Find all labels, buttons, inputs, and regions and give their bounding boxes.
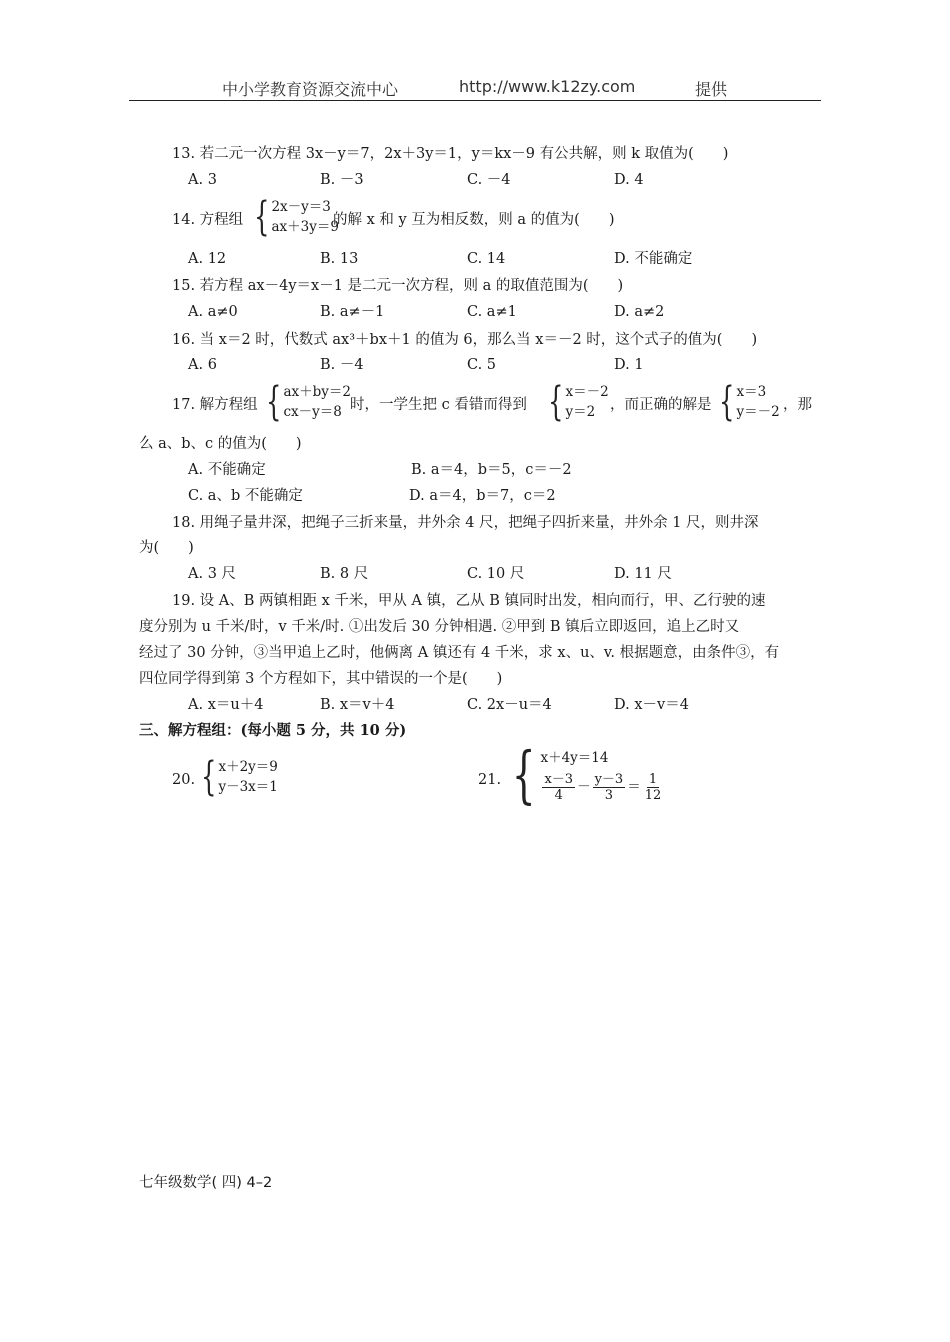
question-17-continuation: 么 a、b、c 的值为( ): [139, 436, 302, 452]
question-13-stem: 13. 若二元一次方程 3x－y＝7，2x＋3y＝1，y＝kx－9 有公共解，则 k 取值为( ): [172, 146, 729, 162]
page-header: [129, 76, 821, 101]
q14-eq1: 2x－y＝3: [271, 199, 331, 215]
brace-icon: {: [201, 754, 217, 800]
q13-option-d: D. 4: [614, 172, 644, 188]
question-16-stem: 16. 当 x＝2 时，代数式 ax³＋bx＋1 的值为 6，那么当 x＝－2 时，这个式子的值为( ): [172, 332, 758, 348]
q14-option-c: C. 14: [467, 251, 506, 267]
q20-eq2: y－3x＝1: [218, 779, 278, 795]
q17-wrong-solution: [543, 379, 609, 425]
q13-option-c: C. －4: [467, 172, 511, 188]
brace-icon: {: [719, 379, 735, 425]
q19-option-d: D. x－v＝4: [614, 697, 689, 713]
q19-option-b: B. x＝v＋4: [320, 697, 395, 713]
fraction: $\frac{x-3}{4}$: [544, 771, 574, 803]
header-org: 中小学教育资源交流中心: [222, 80, 399, 99]
fraction: $\frac{1}{12}$: [644, 771, 662, 803]
page-footer: 七年级数学( 四) 4–2: [139, 1175, 273, 1191]
q21-equation-system: [504, 738, 665, 811]
q16-option-d: D. 1: [614, 357, 644, 373]
q15-option-d: D. a≠2: [614, 304, 665, 320]
q19-option-c: C. 2x－u＝4: [467, 697, 552, 713]
question-17-mid2: ，而正确的解是: [610, 397, 712, 413]
q19-option-a: A. x＝u＋4: [188, 697, 264, 713]
q14-option-b: B. 13: [320, 251, 359, 267]
question-15-stem: 15. 若方程 ax－4y＝x－1 是二元一次方程，则 a 的取值范围为( ): [172, 278, 624, 294]
question-19-line-1: 19. 设 A、B 两镇相距 x 千米，甲从 A 镇，乙从 B 镇同时出发，相向而行，甲、乙行驶的速: [172, 593, 766, 609]
q14-option-a: A. 12: [188, 251, 227, 267]
q21-eq2: $\frac{x-3}{4}$ － $\frac{y-3}{3}$ ＝ $\frac{1}{12}$: [544, 771, 662, 803]
fraction: $\frac{y-3}{3}$: [594, 771, 624, 803]
brace-icon: {: [548, 379, 564, 425]
q17-wrong-y: y＝2: [565, 404, 596, 420]
q13-option-a: A. 3: [188, 172, 217, 188]
q18-option-a: A. 3 尺: [188, 566, 237, 582]
question-20-number: 20.: [172, 772, 196, 788]
q20-equation-system: [196, 754, 278, 800]
header-url[interactable]: http://www.k12zy.com: [459, 77, 636, 96]
q20-eq1: x＋2y＝9: [218, 759, 278, 775]
brace-icon: {: [254, 194, 270, 240]
question-17-mid: 时，一学生把 c 看错而得到: [350, 397, 527, 413]
q17-equation-system: [261, 379, 351, 425]
q17-correct-solution: [714, 379, 780, 425]
q17-option-d: D. a＝4，b＝7，c＝2: [409, 488, 556, 504]
question-17-number: 17. 解方程组: [172, 397, 258, 413]
q16-option-b: B. －4: [320, 357, 364, 373]
q15-option-b: B. a≠－1: [320, 304, 385, 320]
q18-option-b: B. 8 尺: [320, 566, 369, 582]
q14-option-d: D. 不能确定: [614, 251, 693, 267]
brace-icon: {: [266, 379, 282, 425]
brace-icon: {: [511, 738, 536, 811]
q17-option-a: A. 不能确定: [188, 462, 266, 478]
q21-eq1: x＋4y＝14: [540, 749, 609, 766]
q17-eq2: cx－y＝8: [283, 404, 342, 420]
question-19-line-3: 经过了 30 分钟，③当甲追上乙时，他俩离 A 镇还有 4 千米，求 x、u、v. 根据题意，由条件③，有: [139, 645, 780, 661]
question-17-tail: ，那: [783, 397, 812, 413]
question-18-continuation: 为( ): [139, 540, 194, 556]
question-14-tail: 的解 x 和 y 互为相反数，则 a 的值为( ): [333, 212, 615, 228]
question-21-number: 21.: [478, 772, 502, 788]
q14-equation-system: [249, 194, 339, 240]
q16-option-c: C. 5: [467, 357, 497, 373]
q16-option-a: A. 6: [188, 357, 217, 373]
q17-wrong-x: x＝－2: [565, 384, 609, 400]
q14-eq2: ax＋3y＝9: [271, 219, 339, 235]
q17-correct-x: x＝3: [736, 384, 767, 400]
q17-option-c: C. a、b 不能确定: [188, 488, 303, 504]
section-3-heading: 三、解方程组：(每小题 5 分，共 10 分): [139, 722, 407, 739]
q18-option-c: C. 10 尺: [467, 566, 525, 582]
q17-correct-y: y＝－2: [736, 404, 780, 420]
question-18-stem: 18. 用绳子量井深，把绳子三折来量，井外余 4 尺，把绳子四折来量，井外余 1 尺，则井深: [172, 515, 759, 531]
q17-option-b: B. a＝4，b＝5，c＝－2: [411, 462, 572, 478]
q18-option-d: D. 11 尺: [614, 566, 672, 582]
header-provide: 提供: [695, 80, 728, 99]
q13-option-b: B. －3: [320, 172, 364, 188]
question-19-line-4: 四位同学得到第 3 个方程如下，其中错误的一个是( ): [139, 671, 503, 687]
q15-option-a: A. a≠0: [188, 304, 238, 320]
q15-option-c: C. a≠1: [467, 304, 517, 320]
question-19-line-2: 度分别为 u 千米/时，v 千米/时. ①出发后 30 分钟相遇. ②甲到 B 镇后立即返回，追上乙时又: [139, 619, 740, 635]
question-14-number: 14. 方程组: [172, 212, 244, 228]
q17-eq1: ax＋by＝2: [283, 384, 351, 400]
